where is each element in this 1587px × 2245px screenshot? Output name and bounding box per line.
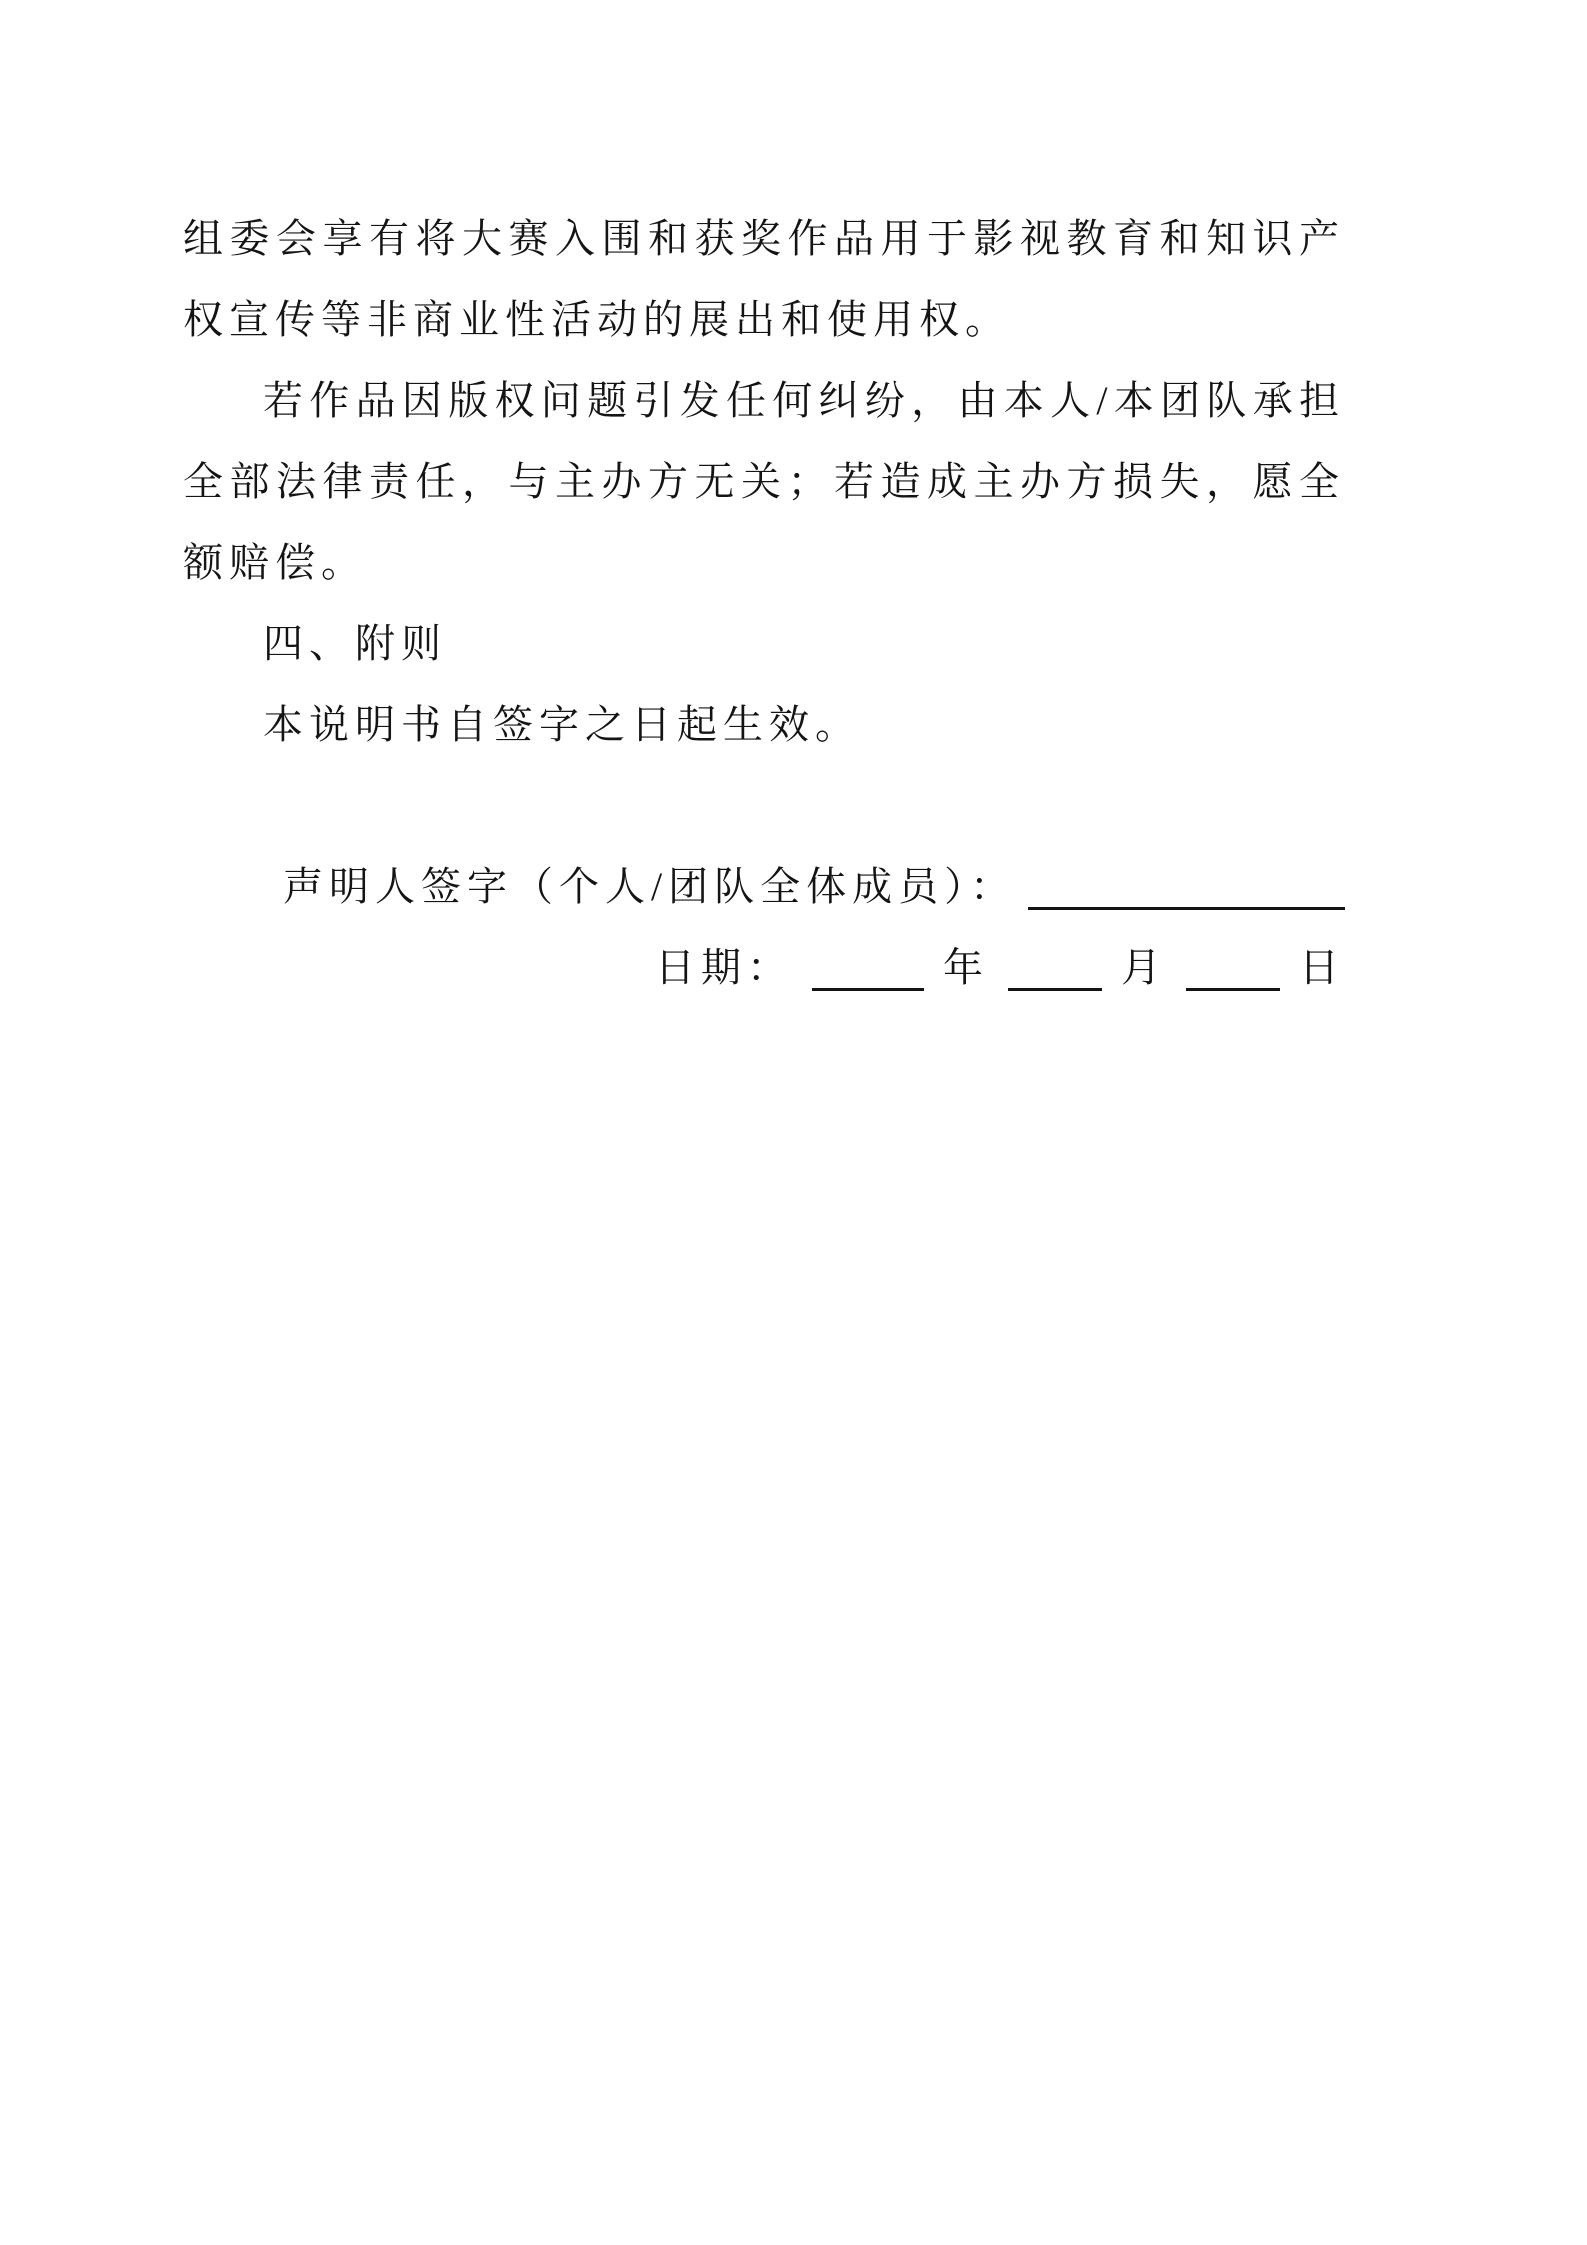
date-month-unit: 月 xyxy=(1121,945,1167,990)
signature-input-line[interactable] xyxy=(1028,907,1345,910)
paragraph-exhibition-usage-rights: 组委会享有将大赛入围和获奖作品用于影视教育和知识产权宣传等非商业性活动的展出和使用权。 xyxy=(183,216,1345,342)
paragraph-effective-date: 本说明书自签字之日起生效。 xyxy=(263,702,861,747)
date-year-unit: 年 xyxy=(943,945,989,990)
date-year-input-line[interactable] xyxy=(812,988,924,991)
date-day-input-line[interactable] xyxy=(1186,988,1280,991)
signature-label: 声明人签字（个人/团队全体成员）： xyxy=(283,864,1017,909)
paragraph-copyright-liability: 若作品因版权问题引发任何纠纷，由本人/本团队承担全部法律责任，与主办方无关；若造成主办方损失，愿全额赔偿。 xyxy=(183,378,1345,585)
section-heading-appendix: 四、附则 xyxy=(263,621,447,666)
date-month-input-line[interactable] xyxy=(1008,988,1102,991)
date-label: 日期： xyxy=(655,945,793,990)
date-row xyxy=(183,927,1345,1008)
signature-row xyxy=(183,846,1345,927)
document-content xyxy=(183,198,1345,1008)
date-day-unit: 日 xyxy=(1299,945,1345,990)
